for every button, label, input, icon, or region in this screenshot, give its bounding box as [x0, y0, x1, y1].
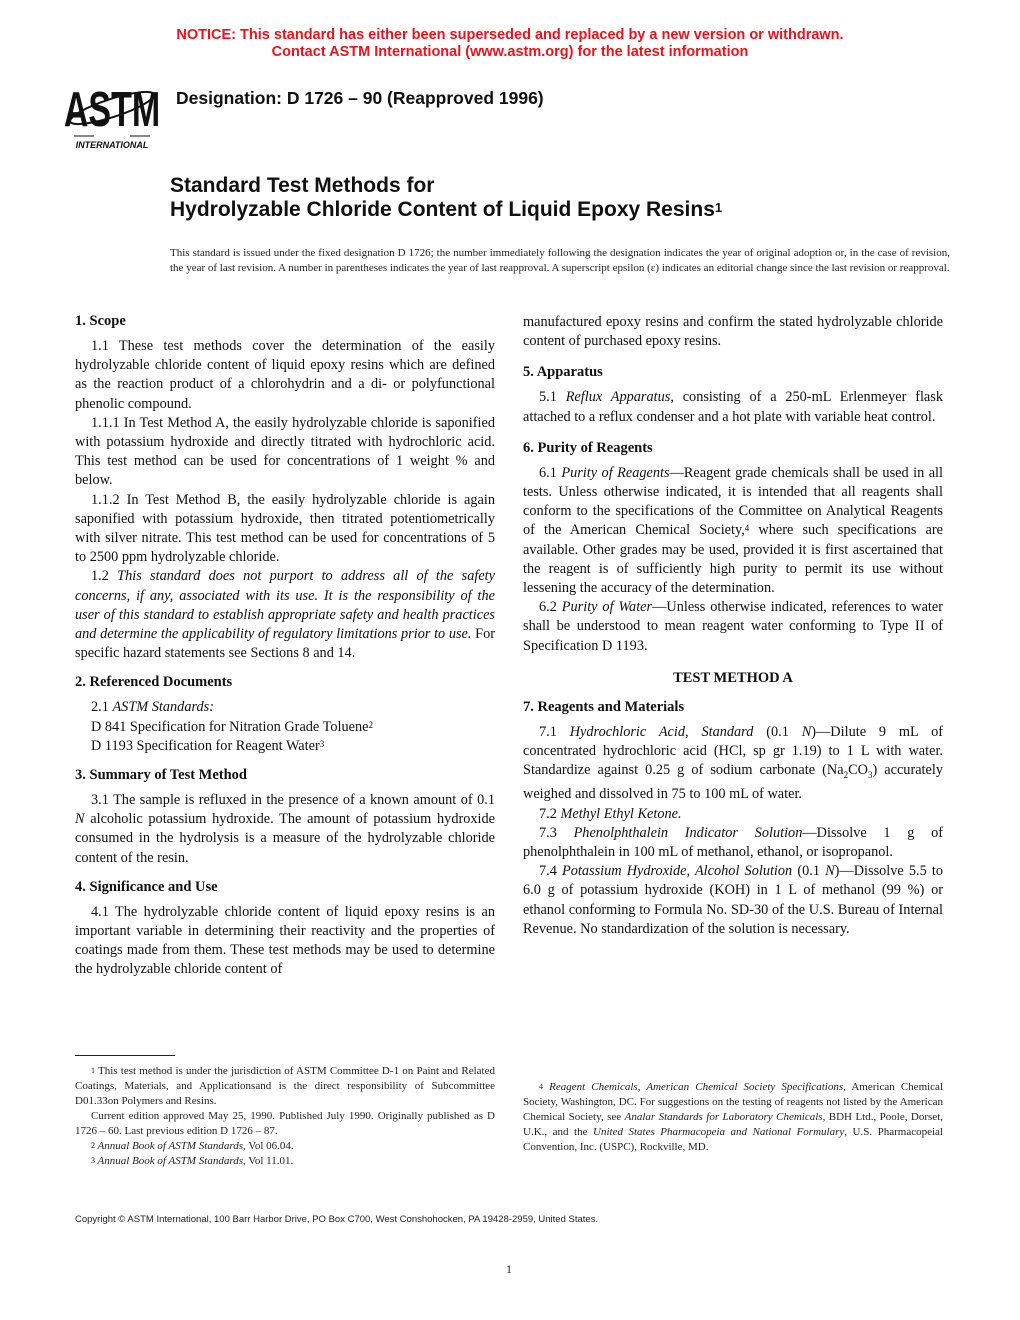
section-6-heading: 6. Purity of Reagents	[523, 439, 653, 456]
astm-logo-icon	[64, 78, 160, 148]
para-6-1	[523, 464, 943, 598]
left-column	[75, 312, 495, 980]
test-method-a-heading: TEST METHOD A	[673, 669, 793, 686]
para-6-2-label: Purity of Water	[561, 599, 653, 616]
para-7-1-label: Hydrochloric Acid, Standard	[569, 723, 754, 740]
title-line-2-text: Hydrolyzable Chloride Content of Liquid Epoxy Resins	[170, 198, 715, 221]
footnote-mark: 2	[91, 1141, 95, 1150]
para-7-4	[523, 862, 943, 939]
para-1-1-1: 1.1.1 In Test Method A, the easily hydrolyzable chloride is saponified with potassium hydroxide and directly titrated with hydrochloric acid. This test method can be used for concentrations of 1 weight % and below.	[75, 414, 495, 489]
footnote-2	[75, 1139, 495, 1154]
footnote-4-a: , American Chemical Society, Washington, DC. For suggestions on the testing of reagents not listed by the American Chemical Society, see	[523, 1081, 943, 1123]
footnote-divider	[75, 1055, 175, 1056]
para-2-1-num: 2.1	[91, 699, 113, 716]
footnote-1-edition: Current edition approved May 25, 1990. Published July 1990. Originally published as D 1726 – 60. Last previous edition D 1726 – 87.	[75, 1110, 495, 1137]
document-title	[170, 174, 722, 222]
section-5-heading: 5. Apparatus	[523, 364, 603, 381]
para-7-2-num: 7.2	[539, 805, 561, 822]
para-7-3-rest: —Dissolve 1 g of phenolphthalein in 100 mL of methanol, ethanol, or isopropanol.	[523, 824, 943, 860]
para-6-1-label: Purity of Reagents	[561, 464, 670, 481]
footnote-4	[523, 1080, 943, 1155]
footnote-4-c: , U.S. Pharmacopeial Convention, Inc. (USPC), Rockville, MD.	[523, 1126, 943, 1153]
right-column	[523, 313, 943, 939]
footnote-mark: 2	[368, 719, 373, 730]
withdrawal-notice	[0, 27, 1020, 61]
title-line-1: Standard Test Methods for	[170, 174, 435, 197]
section-2-heading: 2. Referenced Documents	[75, 674, 233, 691]
footnote-1	[75, 1064, 495, 1109]
para-7-1-d: ) accurately weighed and dissolved in 75 to 100 mL of water.	[523, 762, 943, 803]
para-1-1-2: 1.1.2 In Test Method B, the easily hydrolyzable chloride is again saponified with potassium hydroxide, then titrated potentiometrically with silver nitrate. This test method can be used for concentrations of 5 to 2500 ppm hydrolyzable chloride.	[75, 491, 495, 566]
designation: Designation: D 1726 – 90 (Reapproved 1996)	[176, 88, 544, 108]
para-3-1-a: 3.1 The sample is refluxed in the presence of a known amount of 0.1	[91, 792, 495, 809]
footnote-4-title-1: Reagent Chemicals, American Chemical Society Specifications	[543, 1081, 844, 1093]
footnote-2-title: Annual Book of ASTM Standards	[95, 1140, 243, 1152]
footnote-mark: 1	[91, 1066, 95, 1075]
para-6-1-rest: —Reagent grade chemicals shall be used in all tests. Unless otherwise indicated, it is intended that all reagents shall conform to the specifications of the Committee on Analytical Reagents of the American Chemical Society,	[523, 464, 943, 539]
footnote-3	[75, 1154, 495, 1169]
title-line-2	[170, 198, 722, 222]
section-3-heading: 3. Summary of Test Method	[75, 767, 247, 784]
footnote-mark: 4	[539, 1082, 543, 1091]
normality-symbol: N	[75, 811, 85, 828]
para-7-3	[523, 824, 943, 862]
footnote-4-title-3: United States Pharmacopeia and National Formulary	[593, 1126, 845, 1138]
svg-text:ASTM: ASTM	[64, 81, 160, 137]
section-4-heading: 4. Significance and Use	[75, 878, 218, 895]
reference-d841	[75, 718, 495, 737]
para-3-1	[75, 791, 495, 868]
para-7-4-label: Potassium Hydroxide, Alcohol Solution	[562, 863, 793, 880]
para-6-2-rest: —Unless otherwise indicated, references to water shall be understood to mean reagent water conforming to Type II of Specification D 1193.	[523, 599, 943, 654]
para-7-2	[523, 805, 943, 824]
para-6-1-tail: where such specifications are available. Other grades may be used, provided it is first ascertained that the reagent is of sufficiently high purity to permit its use without lessening the accuracy of the determination.	[523, 522, 943, 597]
svg-text:INTERNATIONAL: INTERNATIONAL	[75, 140, 149, 150]
footnotes-right	[523, 1080, 943, 1155]
subscript: 2	[843, 770, 849, 781]
para-7-4-b: )—Dissolve 5.5 to 6.0 g of potassium hydroxide (KOH) in 1 L of methanol (99 %) or ethanol conforming to Formula No. SD-30 of the U.S. Bureau of Internal Revenue. No standardization of the solution is necessary.	[523, 863, 943, 937]
reference-text: D 1193 Specification for Reagent Water	[91, 737, 320, 754]
title-footnote-mark: 1	[714, 200, 723, 215]
notice-line-1: NOTICE: This standard has either been superseded and replaced by a new version or withdrawn.	[176, 27, 844, 43]
section-7-heading: 7. Reagents and Materials	[523, 698, 685, 715]
para-5-1-num: 5.1	[539, 389, 566, 406]
footnotes-left	[75, 1064, 495, 1169]
para-6-2-num: 6.2	[539, 599, 562, 616]
para-5-1-rest: , consisting of a 250-mL Erlenmeyer flask attached to a reflux condenser and a hot plate with variable heat control.	[523, 389, 943, 425]
subscript: 3	[867, 770, 873, 781]
para-7-1-b: )—Dilute 9 mL of concentrated hydrochloric acid (HCl, sp gr 1.19) to 1 L with water. Standardize against 0.25 g of sodium carbonate (Na	[523, 723, 943, 779]
para-7-1	[523, 723, 943, 805]
para-1-2-rest: For specific hazard statements see Sections 8 and 14.	[75, 626, 495, 662]
reference-d1193	[75, 737, 495, 756]
copyright-line: Copyright © ASTM International, 100 Barr Harbor Drive, PO Box C700, West Conshohocken, PA 19428-2959, United States.	[75, 1214, 599, 1225]
para-2-1	[75, 698, 495, 717]
para-4-1: 4.1 The hydrolyzable chloride content of liquid epoxy resins is an important variable in determining their reactivity and the properties of coatings made from them. These test methods may be used to determine the hydrolyzable chloride content of	[75, 903, 495, 978]
reference-text: D 841 Specification for Nitration Grade Toluene	[91, 718, 369, 735]
para-7-3-label: Phenolphthalein Indicator Solution	[573, 824, 803, 841]
para-6-1-num: 6.1	[539, 464, 562, 481]
footnote-4-title-2: Analar Standards for Laboratory Chemicals	[624, 1111, 823, 1123]
para-1-2-num: 1.2	[91, 568, 118, 585]
normality-symbol: N	[801, 723, 812, 740]
para-7-3-num: 7.3	[539, 824, 574, 841]
footnote-1-text: This test method is under the jurisdiction of ASTM Committee D-1 on Paint and Related Coatings, Materials, and Applicationsand is the direct responsibility of Subcommittee D01.33on Polymers and Resins.	[75, 1065, 495, 1107]
notice-line-2: Contact ASTM International (www.astm.org) for the latest information	[271, 44, 749, 60]
para-2-1-label: ASTM Standards:	[112, 699, 214, 716]
footnote-3-title: Annual Book of ASTM Standards	[95, 1155, 243, 1167]
para-1-2-caveat: This standard does not purport to address all of the safety concerns, if any, associated with its use. It is the responsibility of the user of this standard to establish appropriate safety and health practices and determine the applicability of regulatory limitations prior to use.	[75, 568, 495, 643]
footnote-mark: 4	[744, 523, 750, 534]
normality-symbol: N	[825, 863, 835, 880]
para-3-1-b: alcoholic potassium hydroxide. The amount of potassium hydroxide consumed in the hydrolysis is a measure of the hydrolyzable chloride content of the resin.	[75, 811, 495, 866]
para-5-1	[523, 388, 943, 426]
footnote-4-b: , BDH Ltd., Poole, Dorset, U.K., and the	[523, 1111, 943, 1138]
footnote-mark: 3	[319, 738, 325, 749]
issued-note: This standard is issued under the fixed designation D 1726; the number immediately following the designation indicates the year of original adoption or, in the case of revision, the year of last revision. A number in parentheses indicates the year of last reapproval. A superscript epsilon (ε) indicates an editorial change since the last revision or reapproval.	[170, 247, 950, 274]
footnote-3-rest: , Vol 11.01.	[243, 1155, 294, 1167]
para-5-1-label: Reflux Apparatus	[565, 389, 671, 406]
para-1-1: 1.1 These test methods cover the determination of the easily hydrolyzable chloride content of liquid epoxy resins which are defined as the reaction product of a chlorohydrin and a di- or polyfunctional phenolic compound.	[75, 338, 495, 412]
page-number: 1	[506, 1262, 512, 1276]
footnote-mark: 3	[91, 1156, 95, 1165]
para-7-1-a: (0.1	[753, 723, 802, 740]
para-7-2-label: Methyl Ethyl Ketone.	[560, 805, 682, 822]
para-1-2	[75, 567, 495, 663]
section-1-heading: 1. Scope	[75, 313, 126, 329]
para-7-4-a: (0.1	[792, 863, 826, 880]
footnote-2-rest: , Vol 06.04.	[243, 1140, 294, 1152]
para-6-2	[523, 598, 943, 656]
para-7-1-c: CO	[848, 762, 868, 779]
para-7-4-num: 7.4	[539, 863, 562, 880]
para-4-1-continued: manufactured epoxy resins and confirm the stated hydrolyzable chloride content of purchased epoxy resins.	[523, 314, 943, 350]
para-7-1-num: 7.1	[539, 723, 570, 740]
